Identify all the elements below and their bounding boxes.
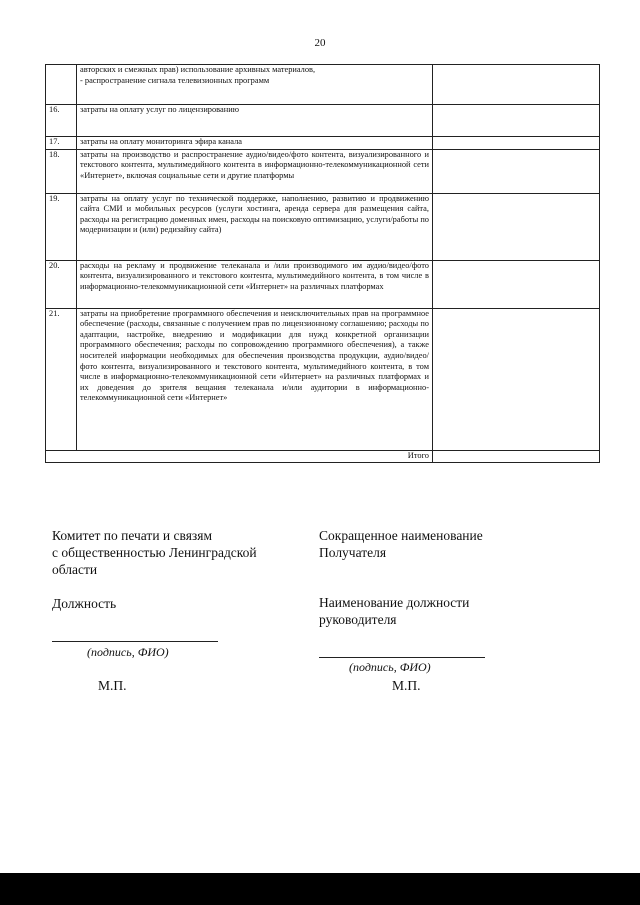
row-number-cell: 19. [46,193,77,260]
table-row [46,308,600,450]
row-description-cell [77,65,433,105]
row-number-cell: 16. [46,105,77,137]
continuation-line: - распространение сигнала телевизионных программ [80,75,270,85]
total-value-cell [433,450,600,463]
table-row [46,65,600,105]
row-value-cell [433,149,600,193]
row-number-cell: 18. [46,149,77,193]
row-value-cell [433,65,600,105]
continuation-line: авторских и смежных прав) использование архивных материалов, [80,65,316,74]
row-number-cell [46,65,77,105]
recipient-name-line: Получателя [319,545,387,560]
row-number-cell: 21. [46,308,77,450]
table-row [46,260,600,308]
table-row [46,149,600,193]
row-number-cell: 20. [46,260,77,308]
page-number: 20 [314,37,326,49]
row-value-cell [433,137,600,150]
signature-line [52,641,218,642]
row-value-cell [433,193,600,260]
row-description-cell: расходы на рекламу и продвижение телеканала и /или производимого им аудио/видео/фото контента, визуализированного и текстового контента, мультимедийного контента, в том числе в информационно-телекоммуникационной сети «Интернет» на различных платформах [77,260,433,308]
row-value-cell [433,260,600,308]
row-value-cell [433,308,600,450]
committee-name [52,527,257,578]
row-value-cell [433,105,600,137]
table-row [46,193,600,260]
committee-name-line: Комитет по печати и связям [52,528,213,543]
expenses-table [45,64,600,463]
recipient-name-line: Сокращенное наименование [319,528,483,543]
scan-border [0,873,640,905]
row-description-cell: затраты на оплату услуг по технической поддержке, наполнению, развитию и продвижению сайта СМИ и мобильных ресурсов (услуги хостинга, аренда сервера для размещения сайта, расходы на регистрацию доменных имен, расходы на поисковую оптимизацию, услуги/работы по модернизации и (или) редизайну сайта) [77,193,433,260]
row-number-cell: 17. [46,137,77,150]
stamp-label: М.П. [98,678,127,693]
row-description-cell: затраты на приобретение программного обеспечения и неисключительных прав на программное обеспечение (расходы, связанные с получением прав по лицензионному соглашению; расходы по адаптации, настройке, внедрению и модификации для нужд конкретной организации программного обеспечения; расходы по сопровождению программного обеспечения), а также носителей информации необходимых для обеспечения производства продукции, аудио/видео/фото контента, визуализированного и текстового контента, мультимедийного контента, в том числе в информационно-телекоммуникационной сети «Интернет» на различных платформах и их доведения до зрителя вещания телеканала и/или аудитории в информационно-телекоммуникационной сети «Интернет» [77,308,433,450]
stamp-label: М.П. [392,678,421,693]
recipient-name [319,527,483,561]
head-position-line: Наименование должности [319,595,470,610]
head-position-line: руководителя [319,612,397,627]
head-position-label [319,594,469,628]
table-total-row [46,450,600,463]
signature-hint: (подпись, ФИО) [349,660,431,674]
committee-name-line: с общественностью Ленинградской [52,545,257,560]
signature-hint: (подпись, ФИО) [87,645,169,659]
row-description-cell: затраты на оплату услуг по лицензированию [77,105,433,137]
total-label: Итого [46,450,433,463]
position-label: Должность [52,596,117,611]
row-description-cell: затраты на оплату мониторинга эфира канала [77,137,433,150]
table-row [46,105,600,137]
row-description-cell: затраты на производство и распространение аудио/видео/фото контента, визуализированного и текстового контента, мультимедийного контента в информационно-телекоммуникационной сети «Интернет», включая социальные сети и другие платформы [77,149,433,193]
table-row [46,137,600,150]
signature-line [319,657,485,658]
committee-name-line: области [52,562,98,577]
